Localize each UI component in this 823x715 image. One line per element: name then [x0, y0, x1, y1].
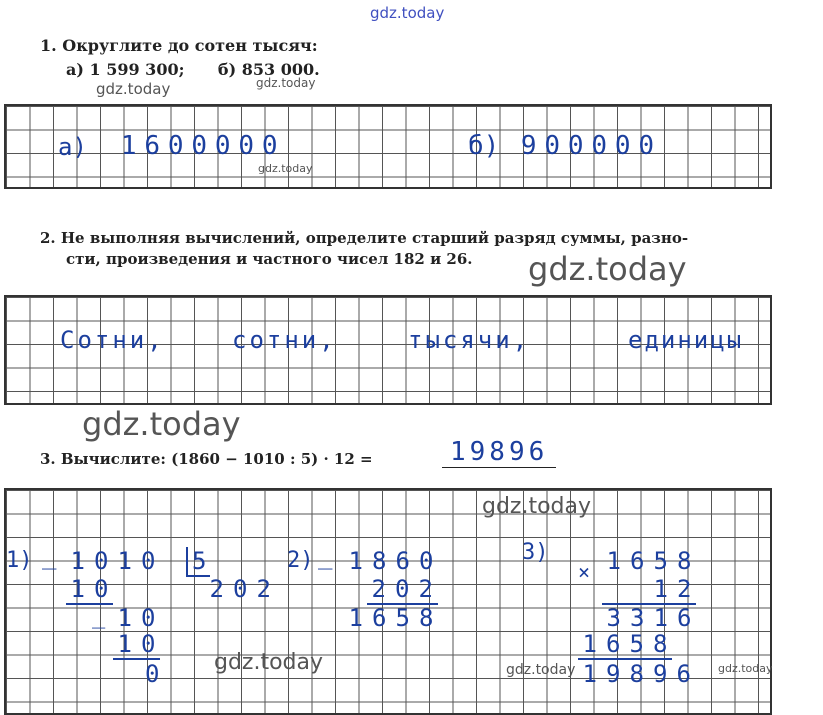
answer-b-label: б)	[468, 131, 500, 161]
digit: 1	[70, 547, 85, 575]
step1-sub2	[113, 630, 160, 660]
task1-parts: а) 1 599 300; б) 853 000.	[66, 60, 320, 79]
digit: 5	[395, 604, 410, 632]
digit: 8	[372, 547, 387, 575]
task2-answer-3: тысячи,	[408, 326, 531, 354]
digit: 5	[629, 630, 644, 658]
digit: 0	[544, 131, 561, 161]
watermark-small: gdz.today	[506, 662, 576, 678]
answer-b-digits	[517, 131, 658, 161]
step1-dividend	[66, 547, 160, 575]
task2-answer-1: Сотни,	[60, 326, 165, 354]
answer-a-digits	[117, 131, 282, 161]
step1-rem1	[113, 604, 160, 632]
digit: 0	[614, 131, 631, 161]
digit: 1	[117, 547, 132, 575]
digit: 6	[676, 660, 691, 688]
digit: 8	[629, 660, 644, 688]
watermark-large: gdz.today	[214, 650, 324, 675]
step1-sub1	[66, 575, 113, 605]
digit: 2	[677, 575, 692, 603]
digit: 9	[653, 660, 668, 688]
digit: 0	[419, 547, 434, 575]
digit: 3	[630, 604, 645, 632]
step3-sign: ×	[578, 560, 591, 584]
digit: 0	[233, 575, 248, 603]
step1-quotient	[205, 575, 276, 603]
digit: 2	[209, 575, 224, 603]
step3-factor2	[602, 575, 696, 605]
step3-partial1	[602, 604, 696, 632]
step3-factor1	[602, 547, 696, 575]
watermark-small: gdz.today	[258, 162, 313, 175]
digit: 1	[120, 131, 137, 161]
task1-heading: 1. Округлите до сотен тысяч:	[40, 36, 318, 55]
digit: 0	[261, 131, 278, 161]
digit: 6	[372, 604, 387, 632]
digit: 1	[348, 547, 363, 575]
step1-divisor: 5	[186, 547, 210, 577]
step1-label: 1)	[6, 548, 33, 573]
digit: 0	[94, 575, 109, 603]
digit: 8	[419, 604, 434, 632]
digit: 3	[606, 604, 621, 632]
digit: 0	[214, 131, 231, 161]
task2-line2: сти, произведения и частного чисел 182 и 26.	[66, 250, 473, 268]
watermark-large: gdz.today	[82, 405, 241, 443]
digit: 1	[117, 604, 132, 632]
step1-final: 0	[145, 660, 160, 688]
digit: 9	[606, 660, 621, 688]
digit: 5	[653, 547, 668, 575]
task3-answer: 19896	[442, 437, 556, 468]
digit: 2	[256, 575, 271, 603]
step2-minuend	[344, 547, 438, 575]
digit: 6	[395, 547, 410, 575]
step3-label: 3)	[522, 540, 549, 565]
digit: 0	[167, 131, 184, 161]
digit: 1	[582, 630, 597, 658]
digit: 6	[144, 131, 161, 161]
digit: 0	[238, 131, 255, 161]
digit: 1	[653, 575, 668, 603]
step1-sign: _	[42, 542, 57, 570]
digit: 1	[117, 630, 132, 658]
digit: 0	[638, 131, 655, 161]
watermark-top: gdz.today	[370, 4, 445, 22]
task3-prefix: 3. Вычислите: (1860 − 1010 : 5) · 12 =	[40, 450, 373, 468]
task2-line1: 2. Не выполняя вычислений, определите старший разряд суммы, разно-	[40, 229, 689, 247]
digit: 8	[677, 547, 692, 575]
digit: 0	[191, 131, 208, 161]
digit: 1	[653, 604, 668, 632]
digit: 2	[418, 575, 433, 603]
step2-sign: _	[318, 542, 333, 570]
task2-answer-4: единицы	[628, 326, 744, 354]
digit: 1	[606, 547, 621, 575]
digit: 0	[94, 547, 109, 575]
digit: 0	[591, 131, 608, 161]
step3-partial2	[578, 630, 672, 660]
watermark-small: gdz.today	[256, 76, 316, 90]
digit: 9	[520, 131, 537, 161]
answer-a-label: а)	[58, 133, 87, 161]
digit: 0	[141, 630, 156, 658]
step2-subtrahend	[367, 575, 438, 605]
watermark-large: gdz.today	[528, 250, 687, 288]
digit: 0	[395, 575, 410, 603]
digit: 0	[141, 547, 156, 575]
digit: 8	[653, 630, 668, 658]
digit: 1	[70, 575, 85, 603]
step2-label: 2)	[287, 548, 314, 573]
watermark-small: gdz.today	[96, 80, 171, 98]
digit: 6	[677, 604, 692, 632]
watermark-small: gdz.today	[718, 662, 773, 675]
step2-result	[344, 604, 438, 632]
digit: 6	[606, 630, 621, 658]
digit: 1	[582, 660, 597, 688]
step1-sign2: _	[92, 604, 106, 629]
task2-answer-2: сотни,	[232, 326, 337, 354]
watermark-medium: gdz.today	[482, 494, 592, 519]
digit: 6	[630, 547, 645, 575]
step3-result	[578, 660, 696, 688]
digit: 0	[567, 131, 584, 161]
digit: 2	[371, 575, 386, 603]
digit: 0	[141, 604, 156, 632]
digit: 1	[348, 604, 363, 632]
